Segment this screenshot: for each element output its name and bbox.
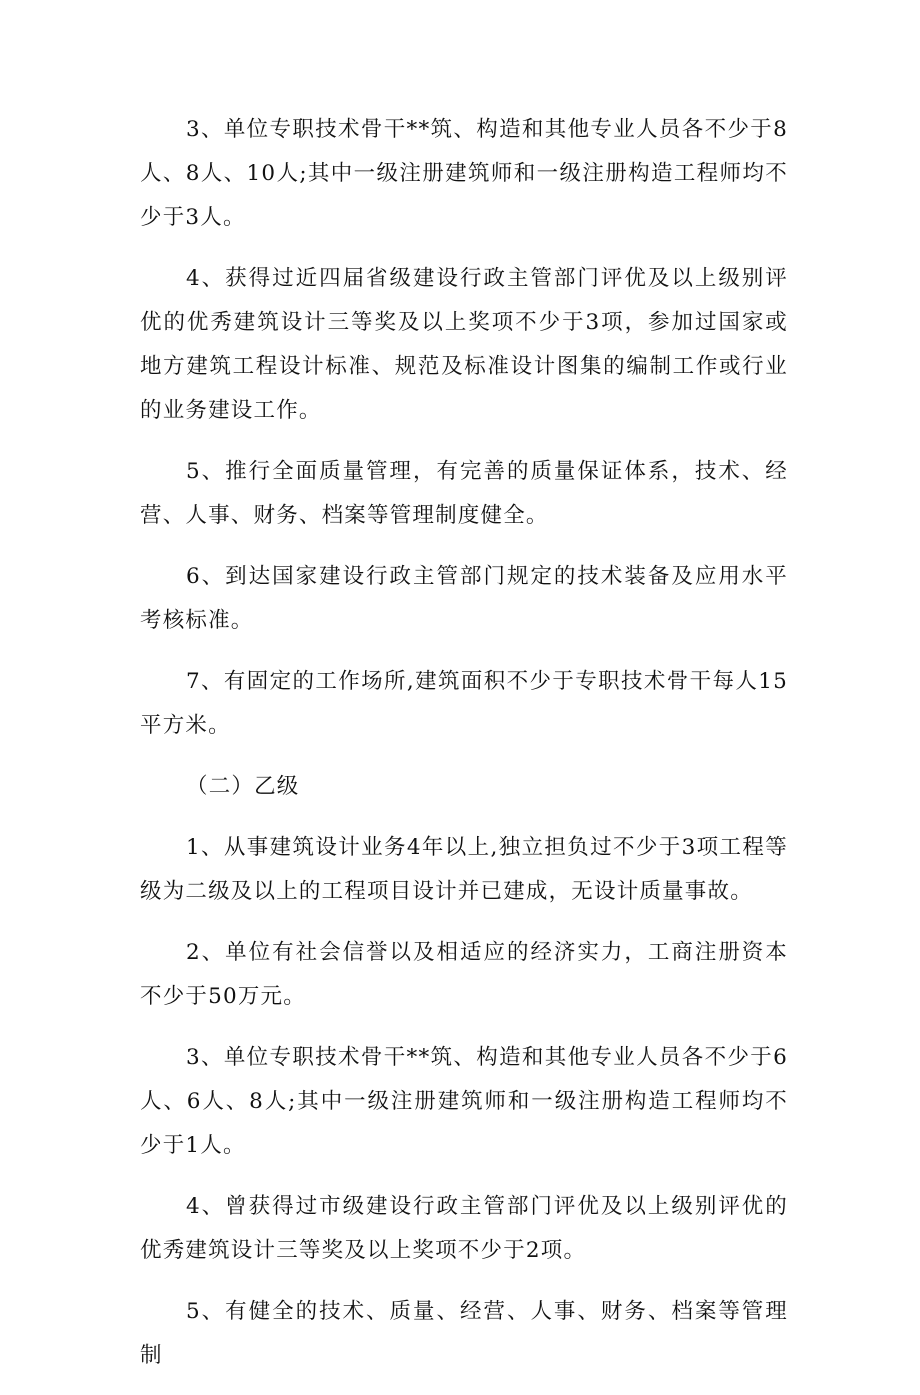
paragraph-item-3-yi: 3、单位专职技术骨干**筑、构造和其他专业人员各不少于6人、6人、8人;其中一级注册建筑师和一级注册构造工程师均不少于1人。 [140,1045,788,1158]
paragraph-item-5-jia: 5、推行全面质量管理，有完善的质量保证体系，技术、经营、人事、财务、档案等管理制度健全。 [140,459,788,528]
paragraph-item-5-yi: 5、有健全的技术、质量、经营、人事、财务、档案等管理制 [140,1299,788,1368]
paragraph-item-4-yi: 4、曾获得过市级建设行政主管部门评优及以上级别评优的优秀建筑设计三等奖及以上奖项不少于2项。 [140,1194,788,1263]
document-page [140,108,788,1395]
paragraph-item-7-jia: 7、有固定的工作场所,建筑面积不少于专职技术骨干每人15平方米。 [140,669,788,738]
paragraph-item-3-jia: 3、单位专职技术骨干**筑、构造和其他专业人员各不少于8人、8人、10人;其中一级注册建筑师和一级注册构造工程师均不少于3人。 [140,117,788,230]
paragraph-item-4-jia: 4、获得过近四届省级建设行政主管部门评优及以上级别评优的优秀建筑设计三等奖及以上奖项不少于3项，参加过国家或地方建筑工程设计标准、规范及标准设计图集的编制工作或行业的业务建设工作。 [140,266,788,423]
section-heading-yi: （二）乙级 [186,774,300,799]
paragraph-item-1-yi: 1、从事建筑设计业务4年以上,独立担负过不少于3项工程等级为二级及以上的工程项目设计并已建成，无设计质量事故。 [140,835,788,904]
paragraph-item-2-yi: 2、单位有社会信誉以及相适应的经济实力，工商注册资本不少于50万元。 [140,940,788,1009]
paragraph-item-6-jia: 6、到达国家建设行政主管部门规定的技术装备及应用水平考核标准。 [140,564,788,633]
